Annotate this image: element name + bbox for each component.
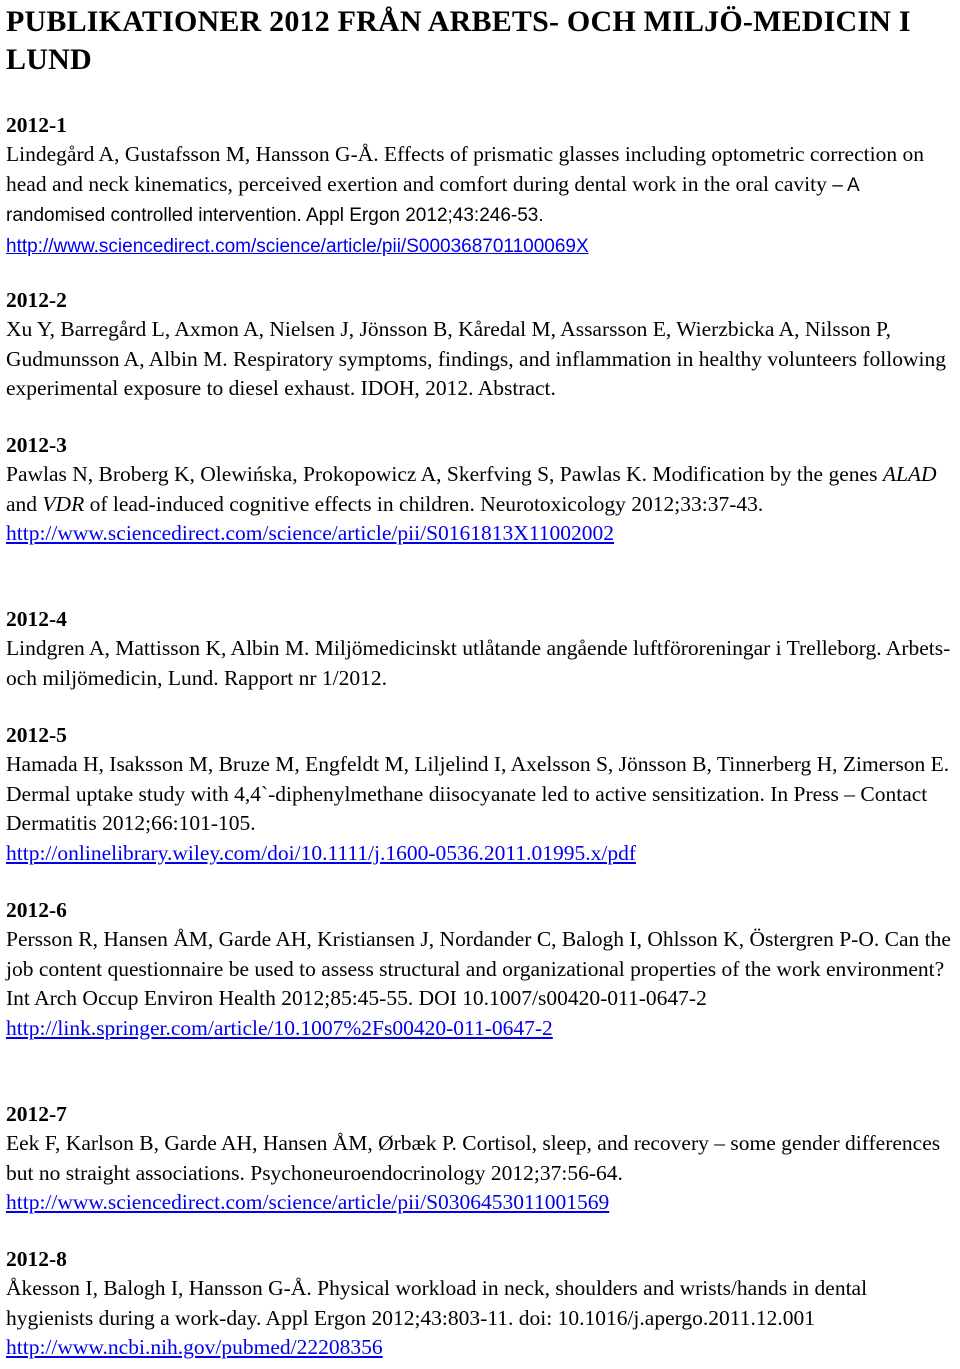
publication-entry: [6, 721, 956, 868]
citation-text: Xu Y, Barregård L, Axmon A, Nielsen J, Jönsson B, Kåredal M, Assarsson E, Wierzbicka A, Nilsson P, Gudmunsson A, Albin M.: [6, 317, 891, 371]
publication-number: 2012-4: [6, 607, 67, 631]
citation-text-sans: – A randomised controlled intervention. Appl Ergon 2012;43:246-53.: [6, 174, 859, 227]
gene-name: VDR: [42, 491, 85, 516]
publication-entry: [6, 605, 956, 693]
citation-text: of lead-induced cognitive effects in children. Neurotoxicology 2012;33:37-43.: [84, 491, 764, 516]
citation-text: Lindegård A, Gustafsson M, Hansson G-Å. Effects of prismatic glasses including optometric correction on head and neck kinematics, perceived exertion and comfort during dental work in the oral cavity: [6, 142, 924, 196]
publication-link[interactable]: http://onlinelibrary.wiley.com/doi/10.1111/j.1600-0536.2011.01995.x/pdf: [6, 840, 636, 865]
citation-text: Pawlas N, Broberg K, Olewińska, Prokopowicz A, Skerfving S, Pawlas K. Modification by the genes: [6, 462, 883, 487]
publication-number: 2012-8: [6, 1247, 67, 1271]
publication-entry: [6, 1245, 956, 1363]
publication-citation: [6, 315, 956, 403]
citation-text: and: [6, 491, 43, 516]
publication-citation: Hamada H, Isaksson M, Bruze M, Engfeldt M, Liljelind I, Axelsson S, Jönsson B, Tinnerberg H, Zimerson E. Dermal uptake study with 4,4`-diphenylmethane diisocyanate led to active sensitization. In Press – Contact Dermatitis 2012;66:101-105.: [6, 752, 950, 836]
gene-name: ALAD: [882, 462, 937, 487]
publication-citation: Eek F, Karlson B, Garde AH, Hansen ÅM, Ørbæk P. Cortisol, sleep, and recovery – some gender differences but no straight associations. Psychoneuroendocrinology 2012;37:56-64.: [6, 1131, 941, 1185]
publication-number: 2012-1: [6, 113, 67, 137]
citation-text: Respiratory symptoms, findings, and inflammation in healthy volunteers following experimental exposure to diesel exhaust. IDOH, 2012. Abstract.: [6, 346, 946, 401]
citation-text: Åkesson I, Balogh I, Hansson G-Å. Physical workload in neck, shoulders and wrists/hands in dental hygienists during a work-day. Appl Ergon 2012;43:803-11. doi: 10.1016/j.apergo.2011.12.001: [6, 1276, 868, 1330]
page-title: PUBLIKATIONER 2012 FRÅN ARBETS- OCH MILJÖ-MEDICIN I LUND: [6, 5, 911, 76]
publication-link[interactable]: http://link.springer.com/article/10.1007%2Fs00420-011-0647-2: [6, 1015, 553, 1040]
document-page: [6, 0, 956, 1360]
publication-citation: [6, 140, 956, 230]
publication-citation: Lindgren A, Mattisson K, Albin M. Miljömedicinskt utlåtande angående luftföroreningar i Trelleborg. Arbets- och miljömedicin, Lund. Rapport nr 1/2012.: [6, 636, 951, 690]
publication-entry: [6, 896, 956, 1043]
publication-citation: [6, 460, 956, 519]
publication-citation: [6, 1274, 956, 1362]
publication-number: 2012-2: [6, 288, 67, 312]
publication-number: 2012-3: [6, 433, 67, 457]
publication-entry: [6, 1100, 956, 1218]
publication-entry: [6, 431, 956, 549]
publication-number: 2012-6: [6, 898, 67, 922]
publication-link[interactable]: http://www.ncbi.nih.gov/pubmed/22208356: [6, 1335, 383, 1360]
publication-entry: [6, 111, 956, 261]
publication-entry: [6, 286, 956, 404]
publication-link[interactable]: http://www.sciencedirect.com/science/article/pii/S0161813X11002002: [6, 521, 615, 546]
publication-citation: Persson R, Hansen ÅM, Garde AH, Kristiansen J, Nordander C, Balogh I, Ohlsson K, Östergren P-O. Can the job content questionnaire be used to assess structural and organizational properties of the work environment? Int Arch Occup Environ Health 2012;85:45-55. DOI 10.1007/s00420-011-0647-2: [6, 927, 951, 1011]
publication-number: 2012-7: [6, 1102, 67, 1126]
publication-number: 2012-5: [6, 723, 67, 747]
publication-link[interactable]: http://www.sciencedirect.com/science/article/pii/S000368701100069X: [6, 235, 589, 257]
publication-link[interactable]: http://www.sciencedirect.com/science/article/pii/S0306453011001569: [6, 1190, 610, 1215]
